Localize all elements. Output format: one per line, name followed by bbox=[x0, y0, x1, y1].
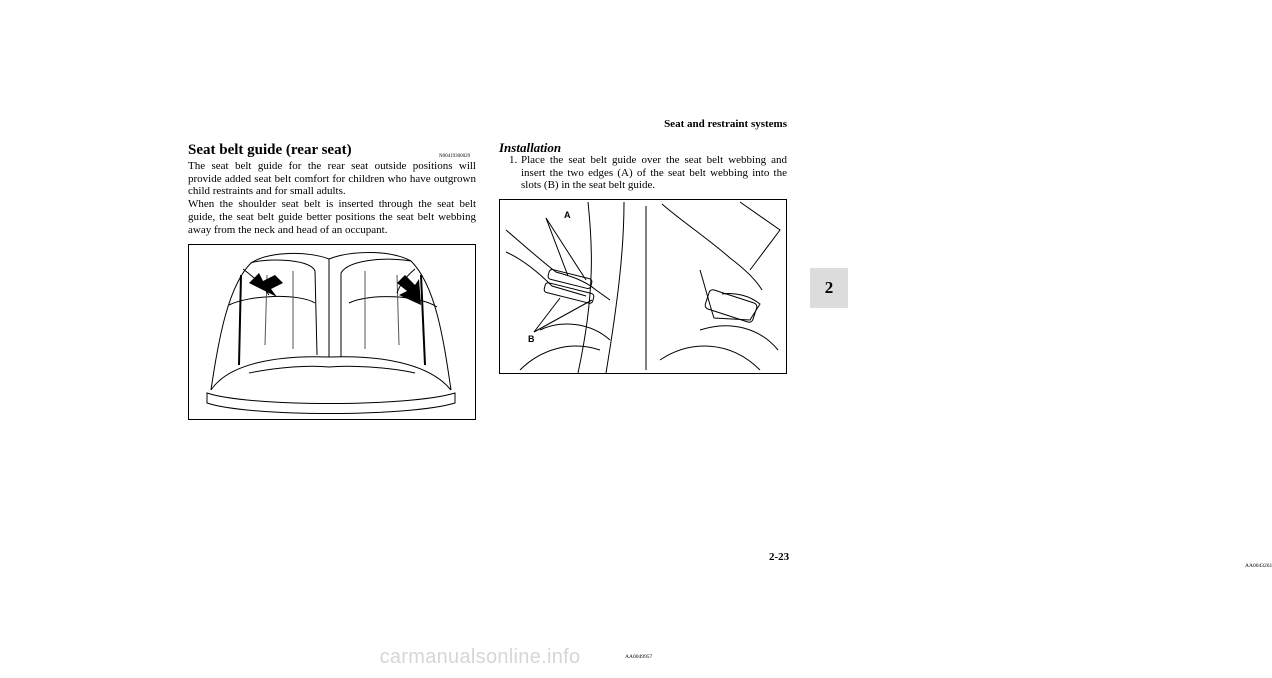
figure-code-2: AA0043261 bbox=[1245, 563, 1272, 569]
page-number: 2-23 bbox=[769, 551, 790, 563]
installation-drawing bbox=[500, 200, 786, 373]
section-heading: Seat belt guide (rear seat) bbox=[188, 142, 352, 158]
paragraph-2: When the shoulder seat belt is inserted through the seat belt guide, the seat belt guide better positions the seat belt webbing away from the neck and head of an occupant. bbox=[188, 198, 476, 236]
section-code: N00419300029 bbox=[439, 154, 471, 159]
chapter-tab: 2 bbox=[810, 268, 848, 308]
watermark: carmanualsonline.info bbox=[379, 646, 581, 668]
paragraph-1: The seat belt guide for the rear seat outside positions will provide added seat belt comfort for children who have outgrown child restraints and for small adults. bbox=[188, 160, 476, 198]
callout-a: A bbox=[564, 210, 571, 220]
step-1 bbox=[509, 154, 787, 192]
step-text: Place the seat belt guide over the seat belt webbing and insert the two edges (A) of the seat belt webbing into the slots (B) in the seat belt guide. bbox=[521, 154, 787, 192]
running-header: Seat and restraint systems bbox=[664, 118, 787, 130]
step-number: 1. bbox=[509, 154, 518, 166]
callout-b: B bbox=[528, 334, 535, 344]
rear-seat-drawing bbox=[189, 245, 475, 419]
figure-code-1: AA0049957 bbox=[625, 654, 653, 660]
installation-heading: Installation bbox=[499, 140, 562, 155]
section-body bbox=[188, 160, 476, 236]
